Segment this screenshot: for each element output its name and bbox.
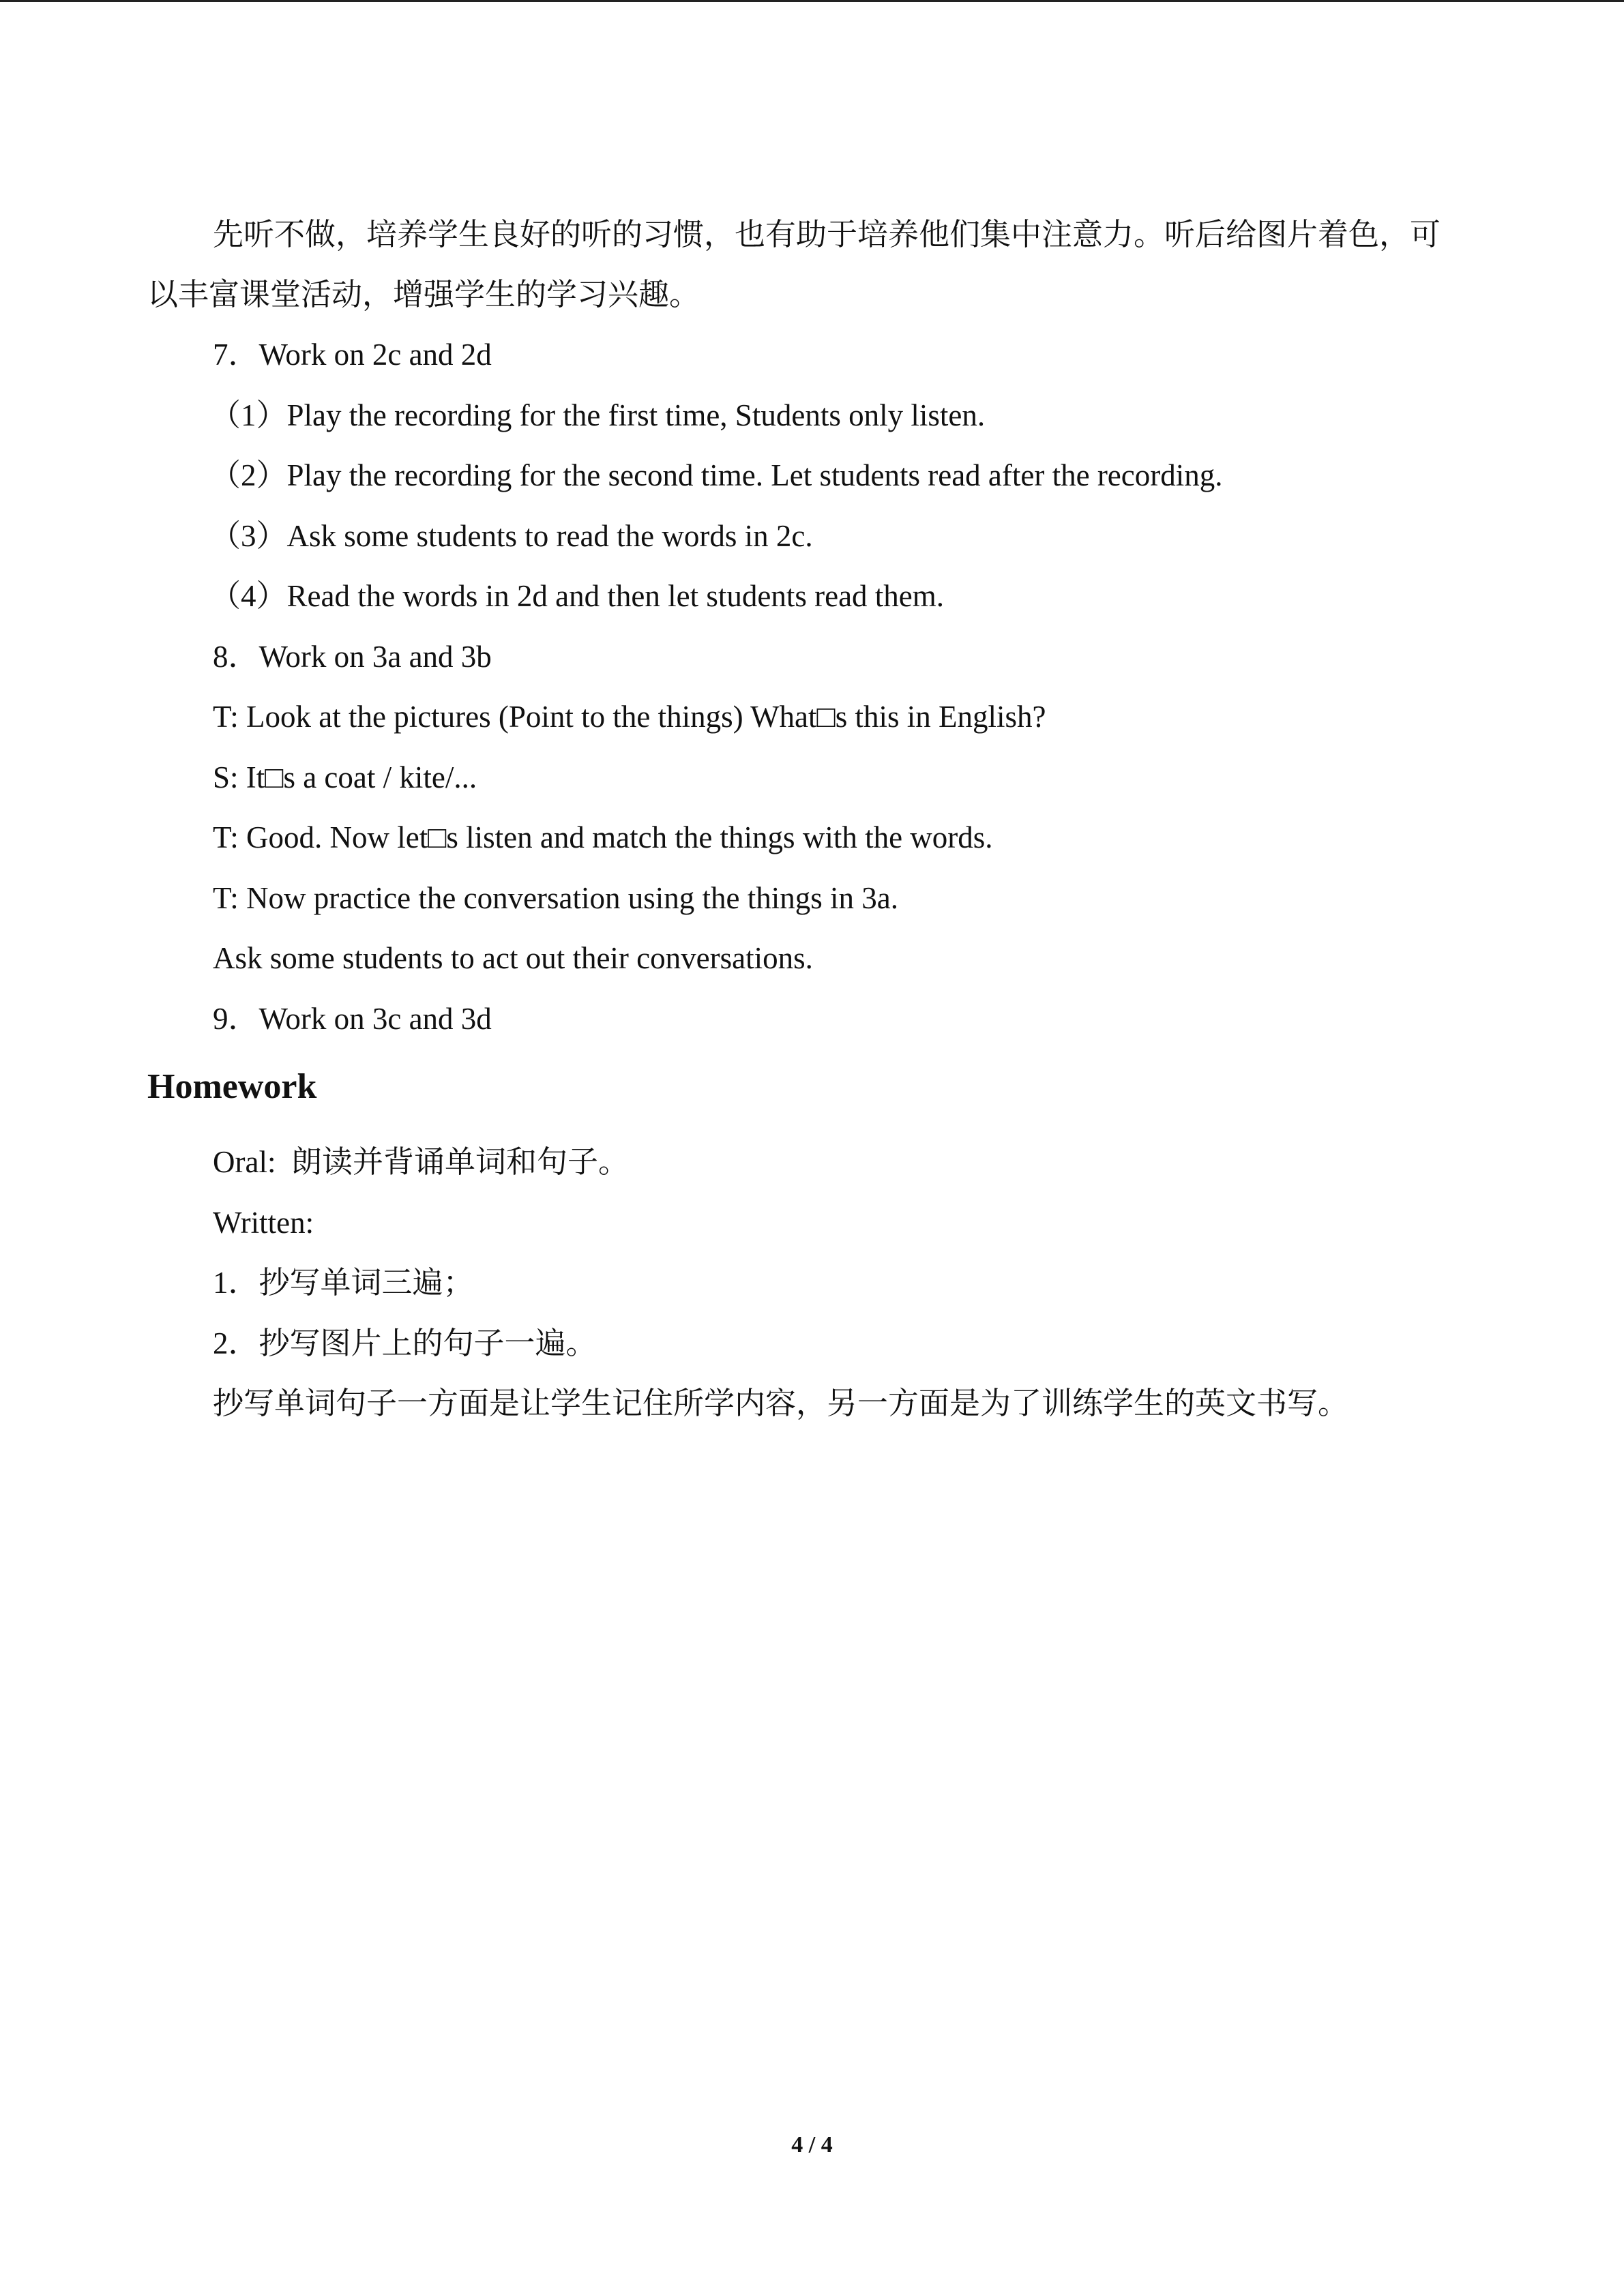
dialogue-line: T: Now practice the conversation using the things in 3a. bbox=[213, 880, 899, 915]
sub-step-item: （3）Ask some students to read the words in 2c. bbox=[210, 518, 813, 553]
dialogue-line: T: Look at the pictures (Point to the things) What□s this in English? bbox=[213, 700, 1046, 734]
homework-line: 1．抄写单词三遍； bbox=[213, 1266, 474, 1300]
sub-step-item: （1）Play the recording for the first time, Students only listen. bbox=[210, 398, 986, 432]
lesson-steps bbox=[147, 325, 1443, 1049]
homework-heading: Homework bbox=[147, 1067, 317, 1106]
sub-step-item: （4）Read the words in 2d and then let students read them. bbox=[210, 579, 945, 613]
dialogue-line: T: Good. Now let□s listen and match the things with the words. bbox=[213, 820, 993, 854]
step-item: 9．Work on 3c and 3d bbox=[213, 1001, 492, 1036]
homework-section bbox=[147, 1132, 1443, 1434]
homework-line: Written: bbox=[213, 1205, 314, 1240]
intro-paragraph: 先听不做，培养学生良好的听的习惯，也有助于培养他们集中注意力。听后给图片着色，可以丰富课堂活动，增强学生的学习兴趣。 bbox=[147, 218, 1441, 312]
homework-line: 2．抄写图片上的句子一遍。 bbox=[213, 1326, 597, 1360]
step-item: 7．Work on 2c and 2d bbox=[213, 338, 492, 372]
page-top-border bbox=[0, 0, 1624, 2]
homework-line: Oral: 朗读并背诵单词和句子。 bbox=[213, 1145, 629, 1179]
instruction-line: Ask some students to act out their conversations. bbox=[213, 941, 813, 975]
step-item: 8．Work on 3a and 3b bbox=[213, 639, 492, 674]
dialogue-line: S: It□s a coat / kite/... bbox=[213, 760, 477, 794]
document-body bbox=[147, 205, 1443, 1434]
page-number: 4 / 4 bbox=[791, 2132, 833, 2158]
homework-line: 抄写单词句子一方面是让学生记住所学内容，另一方面是为了训练学生的英文书写。 bbox=[213, 1386, 1349, 1420]
sub-step-item: （2）Play the recording for the second time. Let students read after the recording. bbox=[210, 458, 1223, 492]
